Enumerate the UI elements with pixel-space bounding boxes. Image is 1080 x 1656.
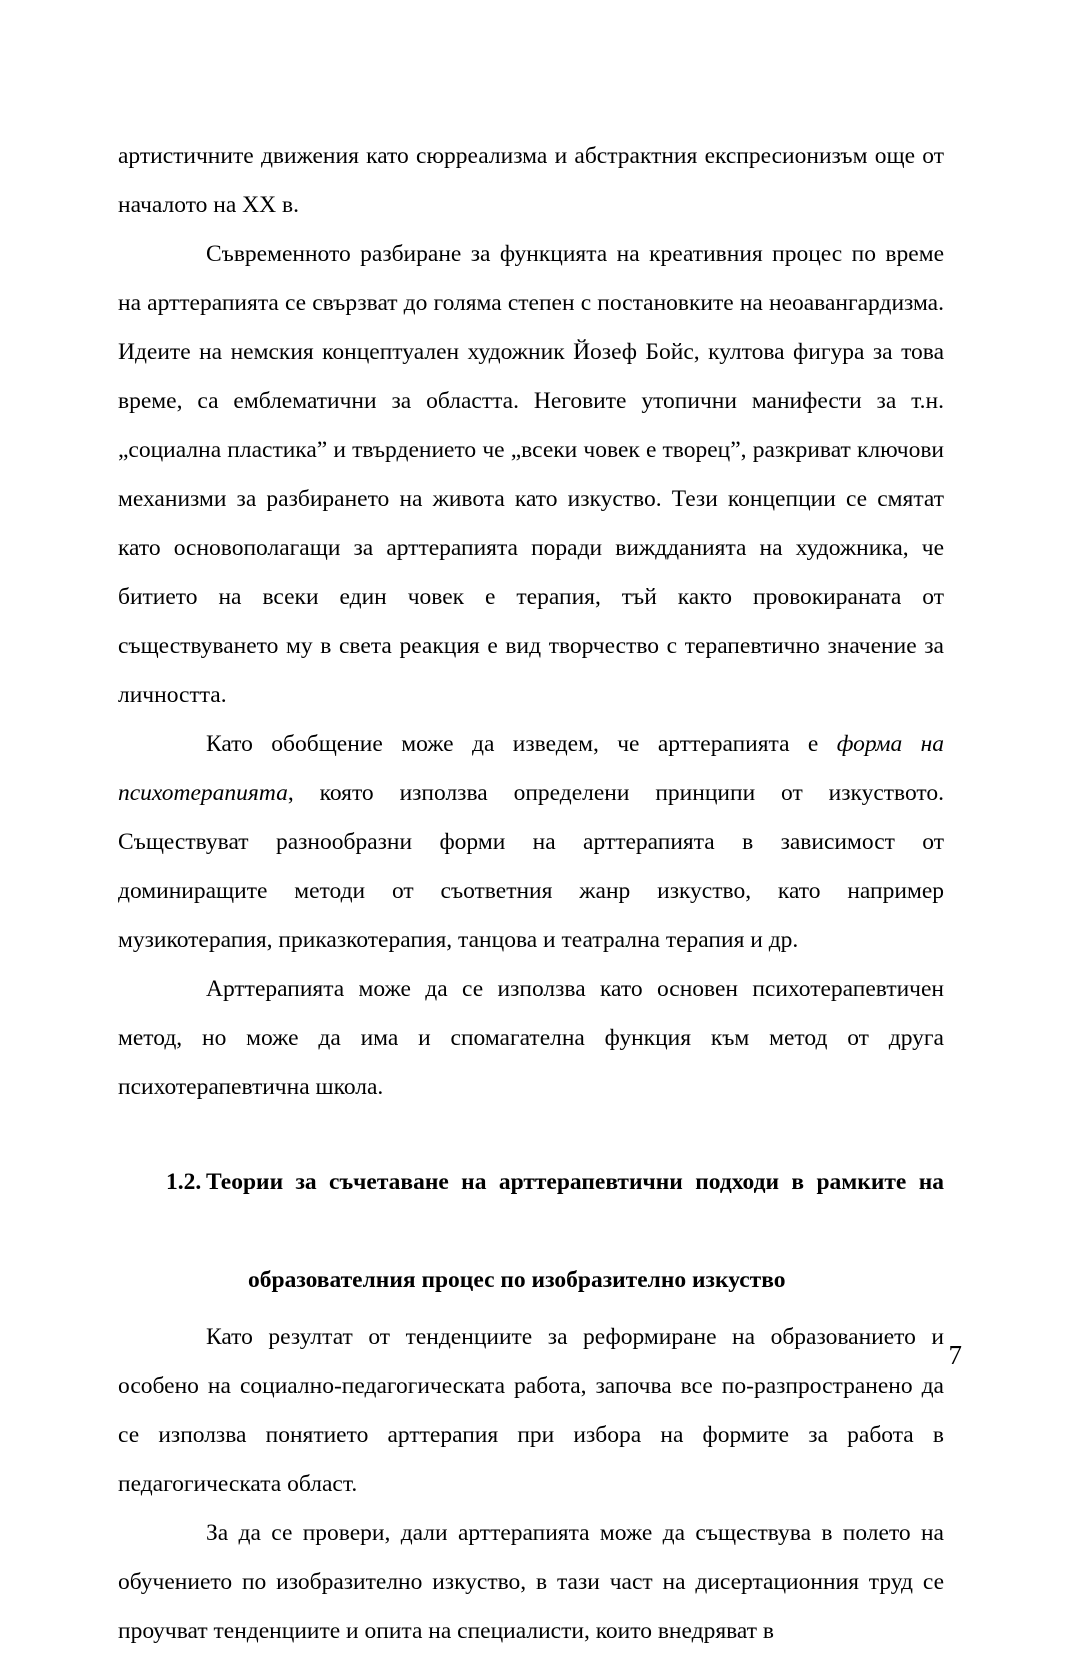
paragraph-4: Арттерапията може да се използва като основен психотерапевтичен метод, но може да има и спомагателна функция към метод от друга психотерапевтична школа.	[118, 976, 944, 1100]
paragraph-1: артистичните движения като сюрреализма и абстрактния експресионизъм още от началото на ХХ в.	[118, 143, 944, 218]
document-body	[118, 132, 944, 1656]
paragraph-2: Съвременното разбиране за функцията на креативния процес по време на арттерапията се свързват до голяма степен с постановките на неоавангардизма. Идеите на немския концептуален художник Йозеф Бойс, култова фигура за това време, са емблематични за областта. Неговите утопични манифести за т.н. „социална пластика” и твърдението че „всеки човек е творец”, разкриват ключови механизми за разбирането на живота като изкуство. Тези концепции се смятат като основополагащи за арттерапията поради виждданията на художника, че битието на всеки един човек е терапия, тъй както провокираната от съществуването му в света реакция е вид творчество с терапевтично значение за личността.	[118, 241, 944, 708]
paragraph-3	[118, 720, 944, 965]
paragraph-3-part-2: , която използва определени принципи от изкуството. Съществуват разнообразни форми на арттерапията в зависимост от доминиращите методи от съответния жанр изкуство, като например музикотерапия, приказкотерапия, танцова и театрална терапия и др.	[118, 780, 944, 953]
paragraph-3-part-1: Като обобщение може да изведем, че арттерапията е	[206, 731, 837, 757]
section-heading-number: 1.2.	[166, 1169, 202, 1195]
section-heading	[118, 1158, 944, 1305]
paragraph-6: За да се провери, дали арттерапията може да съществува в полето на обучението по изобразително изкуство, в тази част на дисертационния труд се проучват тенденциите и опита на специалисти, които внедряват в	[118, 1520, 944, 1644]
paragraph-3-italic-term: форма на психотерапията	[118, 731, 945, 806]
paragraph-5: Като резултат от тенденциите за реформиране на образованието и особено на социално-педагогическата работа, започва все по-разпространено да се използва понятието арттерапия при избора на формите за работа в педагогическата област.	[118, 1324, 944, 1497]
section-heading-line-2: образователния процес по изобразително изкуство	[248, 1267, 786, 1293]
section-heading-text	[206, 1158, 944, 1305]
page-number: 7	[948, 1340, 962, 1370]
section-heading-line-1: Теории за съчетаване на арттерапевтични подходи в рамките на	[206, 1169, 944, 1195]
